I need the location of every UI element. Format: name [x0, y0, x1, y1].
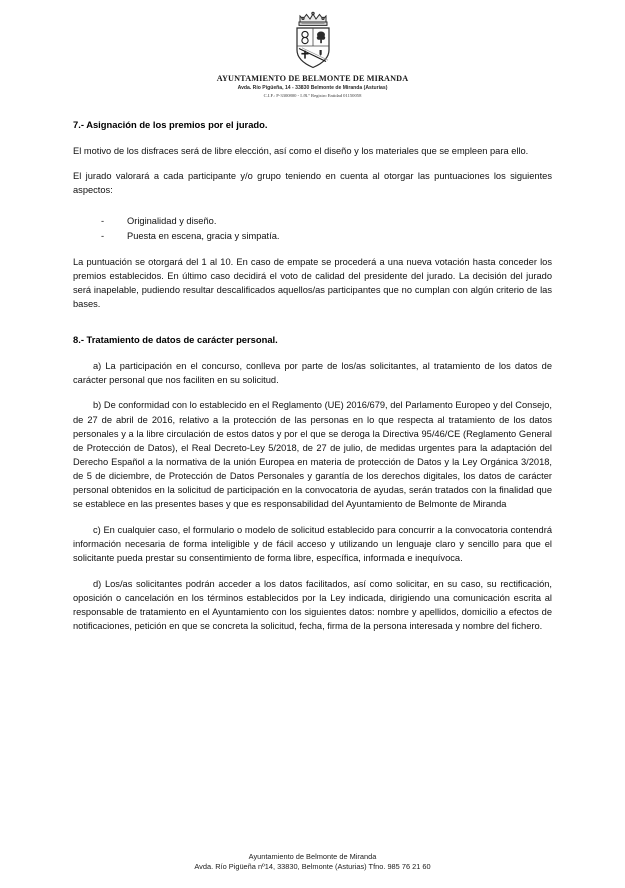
- list-item-label: Puesta en escena, gracia y simpatía.: [127, 231, 280, 242]
- list-item: [101, 229, 552, 244]
- section-8-paragraph-c: c) En cualquier caso, el formulario o modelo de solicitud establecido para concurrir a la convocatoria contendrá información necesaria de forma inteligible y de fácil acceso y utilizando un lenguaje claro y sencillo para que el solicitante pueda prestar su consentimiento de forma libre, específica, informada e inequívoca.: [73, 524, 552, 564]
- list-item-label: Originalidad y diseño.: [127, 216, 217, 226]
- section-8-paragraph-a: a) La participación en el concurso, conlleva por parte de los/as solicitantes, al tratamiento de los datos de carácter personal que nos faciliten en su solicitud.: [73, 360, 552, 385]
- section-7-heading: 7.- Asignación de los premios por el jurado.: [73, 119, 268, 130]
- section-7-paragraph-1: El motivo de los disfraces será de libre elección, así como el diseño y los materiales que se empleen para ello.: [73, 145, 529, 156]
- section-7-paragraph-2: El jurado valorará a cada participante y/o grupo teniendo en cuenta al otorgar las puntuaciones los siguientes aspectos:: [73, 171, 552, 196]
- coat-of-arms-icon: [284, 6, 342, 72]
- organization-name: AYUNTAMIENTO DE BELMONTE DE MIRANDA: [216, 74, 409, 83]
- section-8-paragraph-b: b) De conformidad con lo establecido en el Reglamento (UE) 2016/679, del Parlamento Europeo y del Consejo, de 27 de abril de 2016, relativo a la protección de las personas en lo que respecta al tratamiento de los datos personales y a la libre circulación de estos datos y por el que se deroga la Directiva 95/46/CE (Reglamento General de Protección de Datos), el Real Decreto-Ley 5/2018, de 27 de julio, de medidas urgentes para la adaptación del Derecho Español a la normativa de la unión Europea en materia de protección de Datos y la Ley Orgánica 3/2018, de 5 de diciembre, de Protección de Datos Personales y garantía de los derechos digitales, los datos de carácter personal obtenidos en la solicitud de participación en la convocatoria de ayudas, serán tratados con la finalidad que se establece en las presentes bases y que es responsabilidad del Ayuntamiento de Belmonte de Miranda: [73, 400, 552, 510]
- list-item: [101, 214, 552, 229]
- section-8-paragraph-d: d) Los/as solicitantes podrán acceder a los datos facilitados, así como solicitar, en su caso, su rectificación, oposición o cancelación en los términos establecidos por la Ley indicada, dirigiendo una comunicación escrita al responsable de tratamiento en el Ayuntamiento con los siguientes datos: nombre y apellidos, domicilio a efectos de notificaciones, petición en que se concreta la solicitud, fecha, firma de la persona interesada y nombre del fichero.: [73, 578, 552, 632]
- section-8-heading: 8.- Tratamiento de datos de carácter personal.: [73, 334, 278, 346]
- dash-bullet-icon: -: [101, 216, 105, 226]
- organization-address: Avda. Río Pigüeña, 14 - 33830 Belmonte de Miranda (Asturias): [237, 85, 388, 91]
- section-spacer: [73, 323, 552, 333]
- footer-contact: Avda. Río Pigüeña nº14, 33830, Belmonte (Asturias) Tfno. 985 76 21 60: [194, 862, 431, 872]
- letterhead: [0, 0, 625, 98]
- page-footer: [0, 852, 625, 872]
- footer-organization: Ayuntamiento de Belmonte de Miranda: [248, 852, 377, 862]
- dash-bullet-icon: -: [101, 231, 105, 242]
- organization-cif: C.I.F.: P-3300800 - I./R.º Registro Entidad 01150058: [263, 92, 362, 98]
- jury-criteria-list: [73, 214, 552, 244]
- section-7-paragraph-3: La puntuación se otorgará del 1 al 10. En caso de empate se procederá a una nueva votación hasta conceder los premios establecidos. En último caso decidirá el voto de calidad del presidente del jurado. La decisión del jurado será inapelable, pudiendo resultar descalificados aquellos/as participantes que no cumplan con algún criterio de las bases.: [73, 257, 552, 310]
- document-body: [73, 118, 552, 645]
